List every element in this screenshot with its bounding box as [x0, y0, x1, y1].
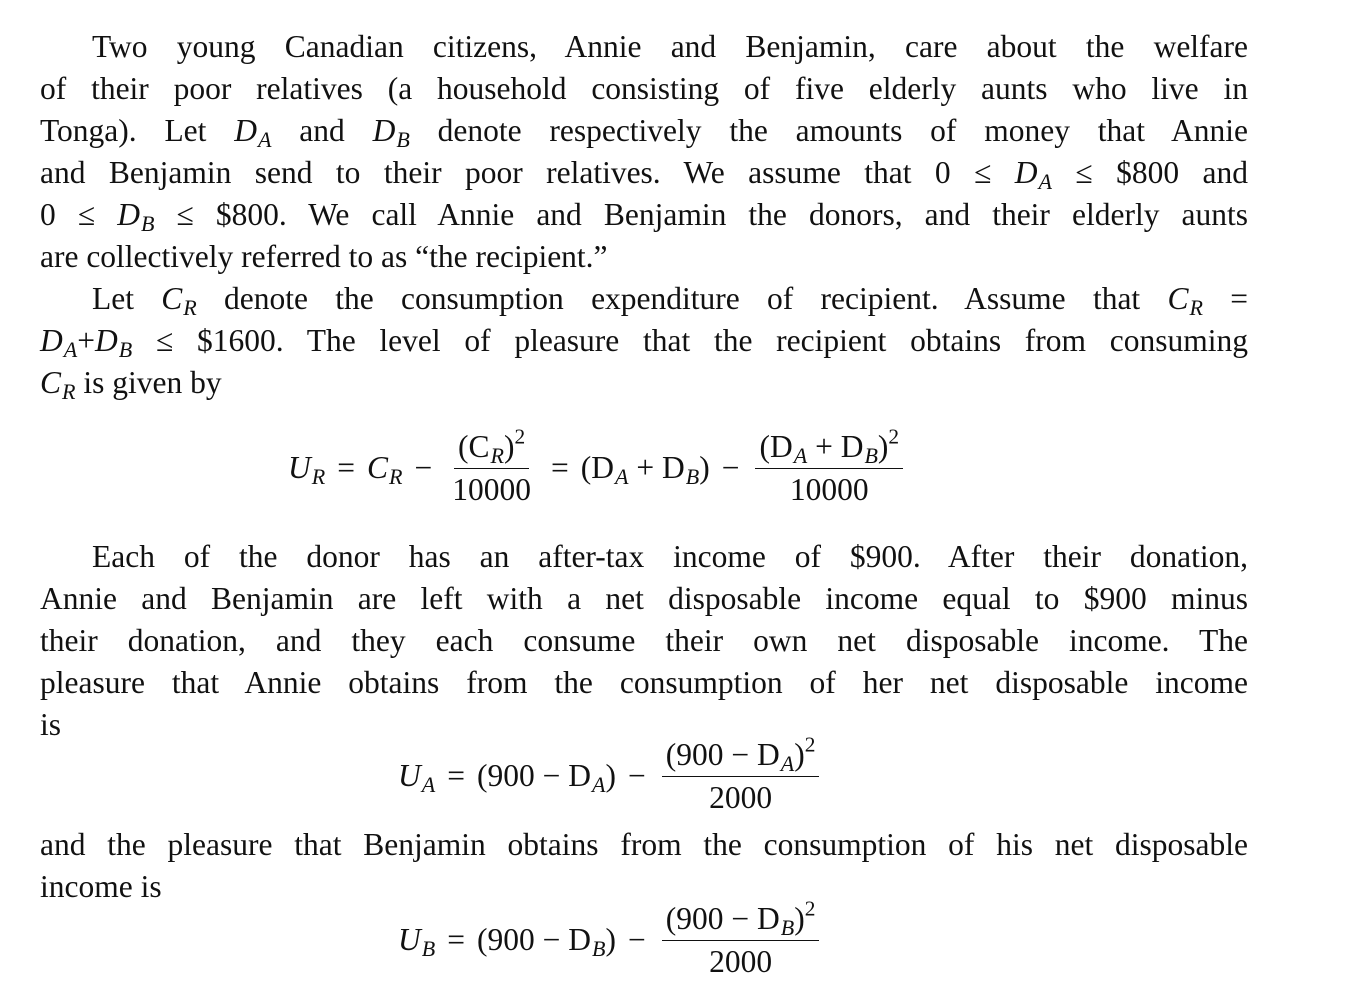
- fraction-benjamin: [662, 896, 820, 981]
- equals-sign: =: [337, 450, 355, 485]
- text-line: of their poor relatives (a household consisting of five elderly aunts who live in: [40, 71, 1248, 106]
- text-line: [40, 110, 1248, 152]
- fraction-numerator: $(900 - D_B)^2$: [662, 900, 820, 941]
- math-cr: $C_R$: [1167, 281, 1203, 321]
- text-line: [40, 320, 1248, 362]
- fraction-denominator: 2000: [709, 943, 773, 979]
- math-term: $(900 - D_B)$: [476, 922, 616, 962]
- fraction-annie: [662, 732, 820, 817]
- fraction-numerator: $(D_A + D_B)^2$: [755, 428, 903, 469]
- math-da: $D_A$: [1014, 155, 1052, 195]
- paragraph-intro: [40, 26, 1248, 278]
- fraction-denominator: 10000: [452, 471, 531, 507]
- text-run: and Benjamin send to their poor relatives. We assume that 0 ≤: [40, 155, 992, 190]
- text-run: Tonga). Let: [40, 113, 207, 148]
- math-ub: $U_B$: [398, 922, 436, 962]
- text-run: denote the consumption expenditure of recipient. Assume that: [224, 281, 1141, 316]
- text-line: Annie and Benjamin are left with a net disposable income equal to $900 minus: [40, 581, 1248, 616]
- text-run: Let: [92, 281, 134, 316]
- text-line: [40, 278, 1248, 320]
- paragraph-recipient: [40, 278, 1248, 404]
- text-run: ≤ $1600. The level of pleasure that the recipient obtains from consuming: [155, 323, 1249, 358]
- equals-sign: =: [447, 758, 465, 793]
- math-db: $D_B$: [117, 197, 155, 237]
- text-line: Two young Canadian citizens, Annie and Benjamin, care about the welfare: [92, 29, 1248, 64]
- equation-annie-utility: [398, 728, 823, 824]
- text-line: [40, 152, 1248, 194]
- equation-benjamin-utility: [398, 892, 823, 988]
- math-da-plus-db: $(D_A + D_B)$: [580, 450, 710, 490]
- equals-sign: =: [550, 450, 569, 485]
- text-run: 0 ≤: [40, 197, 96, 232]
- minus-sign: −: [627, 922, 646, 957]
- minus-sign: −: [627, 758, 646, 793]
- fraction-denominator: 2000: [709, 779, 773, 815]
- minus-sign: −: [414, 450, 433, 485]
- math-da-plus-db: $D_A+D_B$: [40, 323, 133, 363]
- fraction-numerator: $(900 - D_A)^2$: [662, 736, 820, 777]
- paragraph-donor-income: [40, 536, 1248, 746]
- text-run: =: [1230, 281, 1248, 316]
- text-line: and the pleasure that Benjamin obtains from the consumption of his net disposable: [40, 827, 1248, 862]
- text-run: ≤ $800. We call Annie and Benjamin the donors, and their elderly aunts: [176, 197, 1249, 232]
- text-line: [40, 194, 1248, 236]
- minus-sign: −: [721, 450, 740, 485]
- fraction-numerator: $(C_R)^2$: [454, 428, 529, 469]
- equation-recipient-utility: [288, 420, 907, 516]
- text-run: is given by: [83, 365, 222, 400]
- text-line: pleasure that Annie obtains from the consumption of her net disposable income: [40, 665, 1248, 700]
- math-ur: $U_R$: [288, 450, 326, 490]
- fraction-cr-squared: [448, 424, 535, 509]
- math-cr: $C_R$: [40, 365, 76, 405]
- math-da: $D_A$: [234, 113, 272, 153]
- math-cr: $C_R$: [161, 281, 197, 321]
- math-cr: $C_R$: [366, 450, 403, 490]
- text-line: [40, 362, 1248, 404]
- text-line: their donation, and they each consume their own net disposable income. The: [40, 623, 1248, 658]
- text-line: is: [40, 707, 62, 742]
- text-line: Each of the donor has an after-tax income of $900. After their donation,: [92, 539, 1248, 574]
- math-term: $(900 - D_A)$: [476, 758, 616, 798]
- fraction-donations-squared: [755, 424, 903, 509]
- text-run: ≤ $800 and: [1075, 155, 1249, 190]
- text-run: and: [299, 113, 345, 148]
- math-db: $D_B$: [372, 113, 410, 153]
- text-run: denote respectively the amounts of money that Annie: [437, 113, 1249, 148]
- text-line: income is: [40, 869, 162, 904]
- text-line: are collectively referred to as “the recipient.”: [40, 239, 608, 274]
- math-ua: $U_A$: [398, 758, 436, 798]
- fraction-denominator: 10000: [789, 471, 869, 507]
- equals-sign: =: [447, 922, 465, 957]
